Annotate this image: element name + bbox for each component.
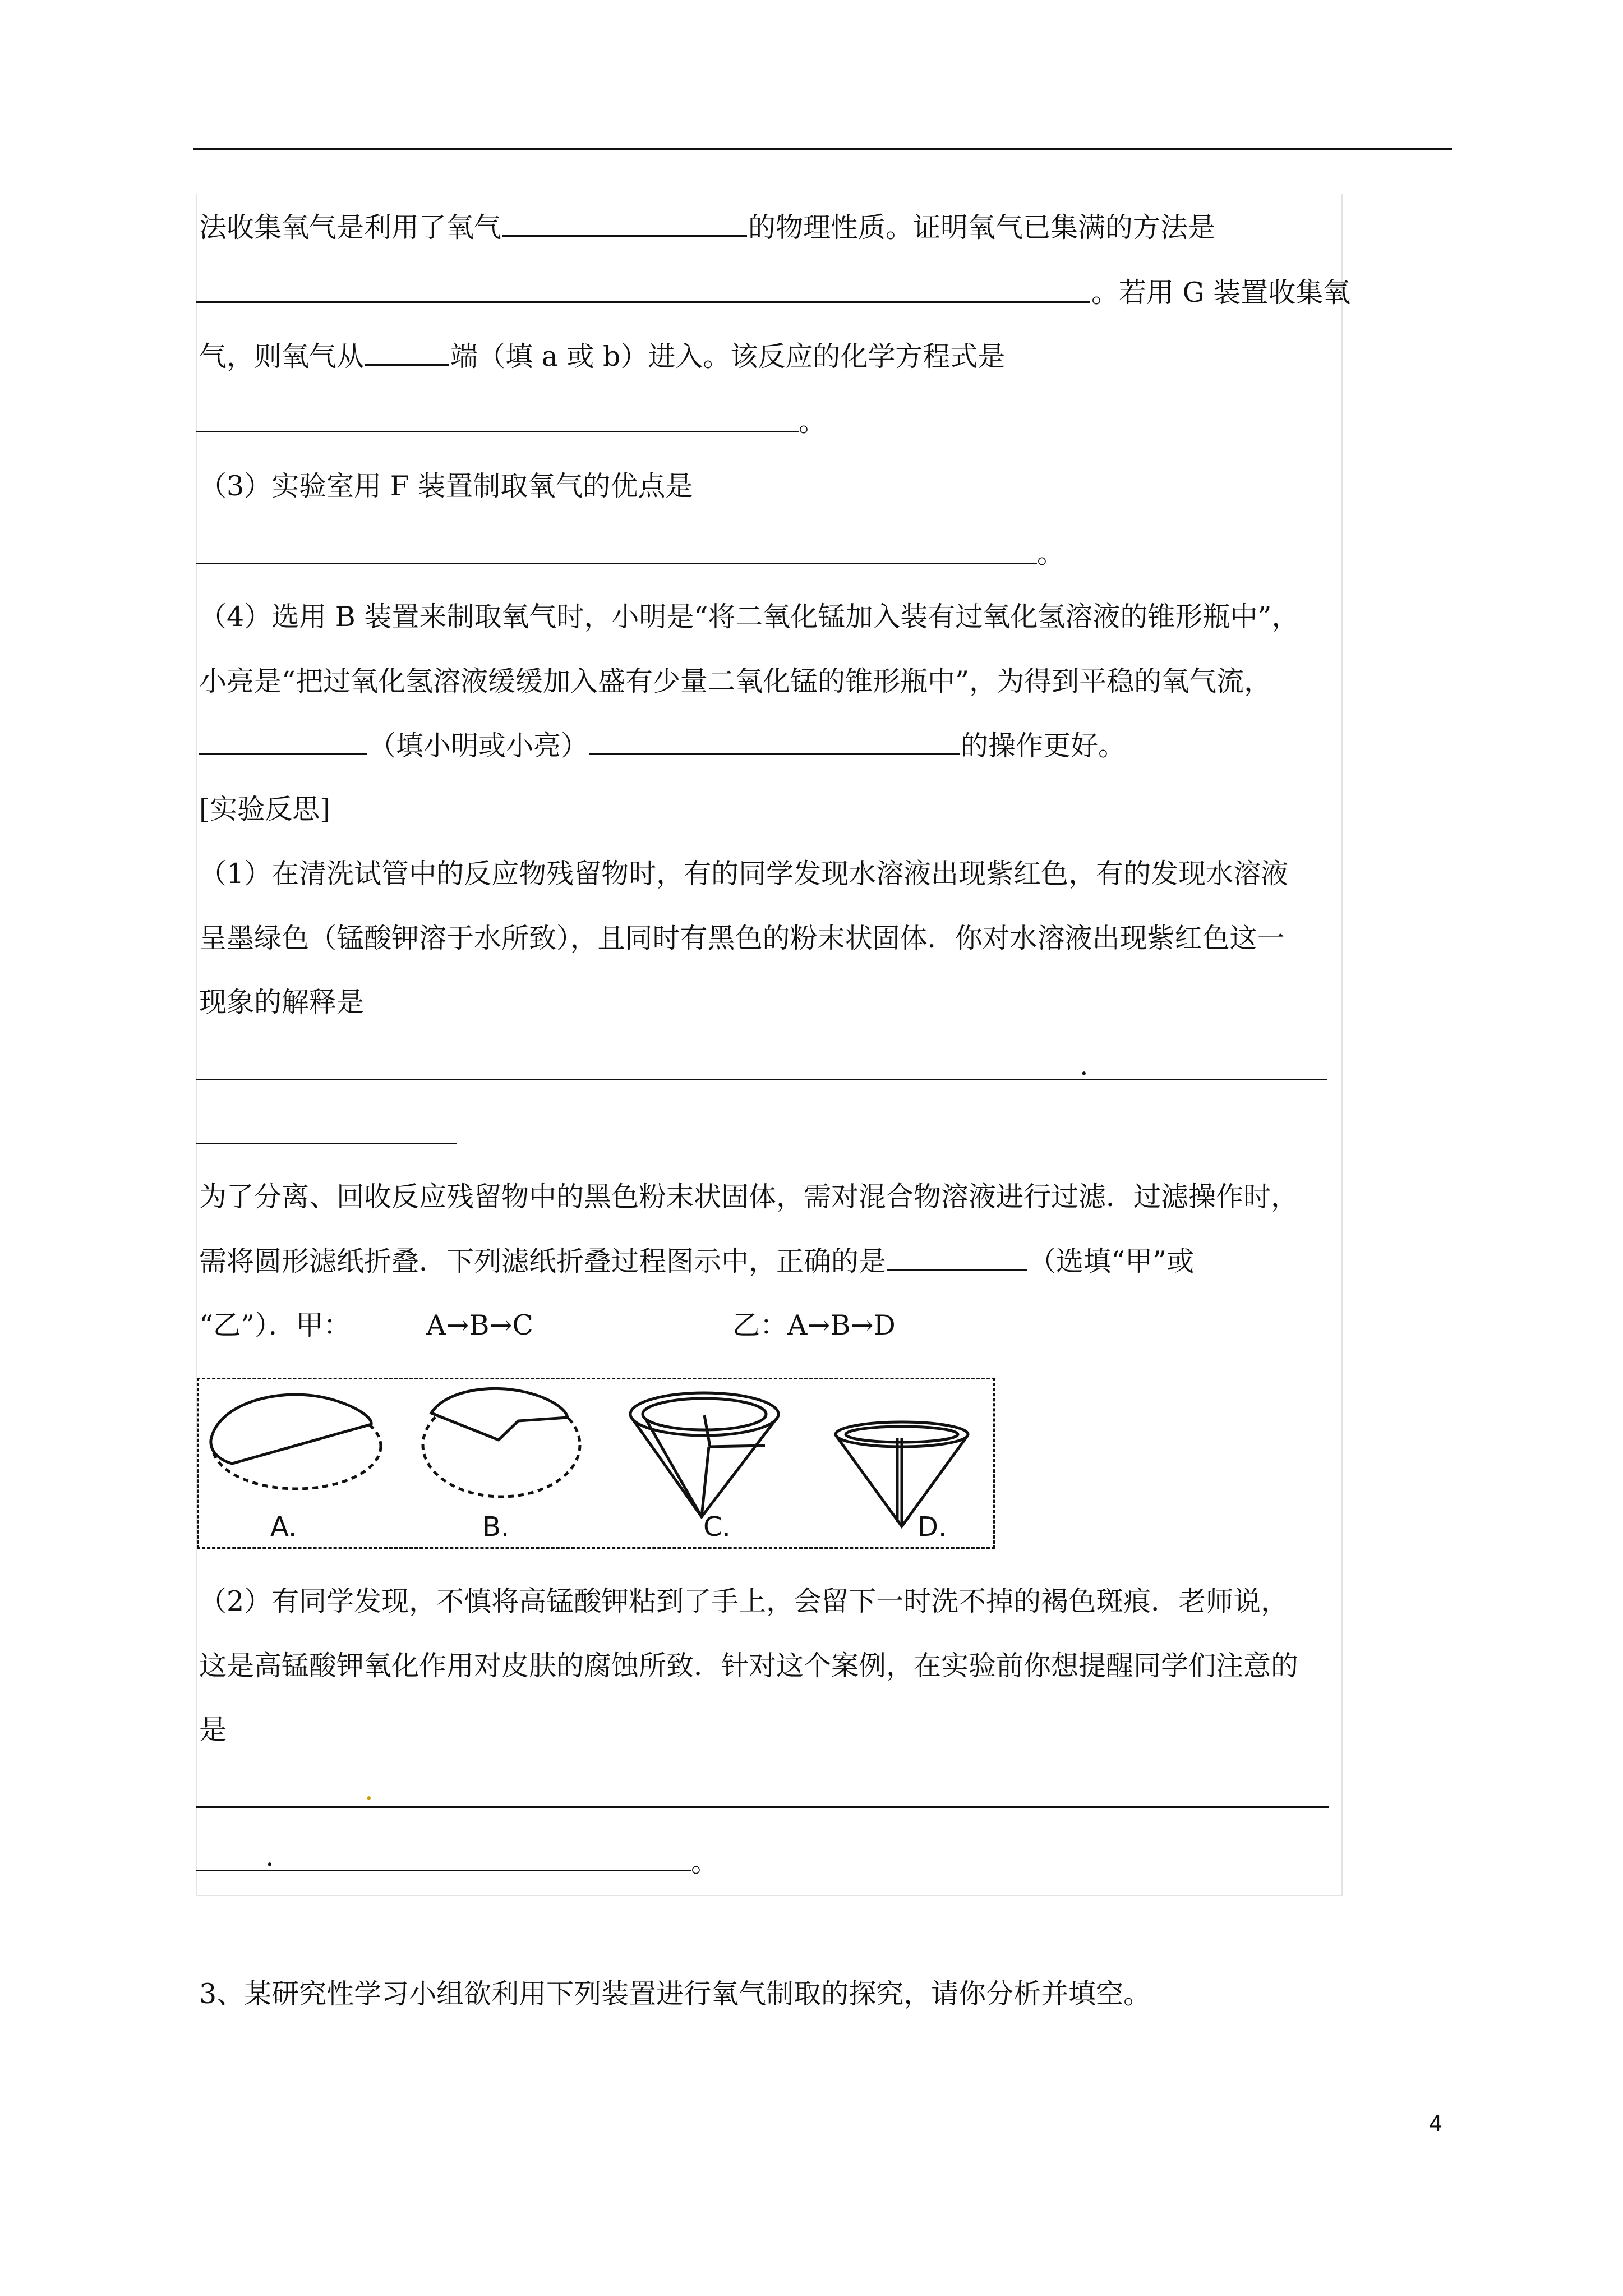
text: （4）选用 B 装置来制取氧气时，小明是“将二氧化锰加入装有过氧化氢溶液的锥形瓶中”， <box>199 601 1299 633</box>
text: . <box>365 1774 374 1806</box>
question-3 <box>199 1966 1151 2022</box>
answer-blank-person[interactable] <box>199 725 367 755</box>
text: （3）实验室用 F 装置制取氧气的优点是 <box>199 470 693 502</box>
text: 气，则氧气从 <box>199 341 365 372</box>
line-20 <box>199 1638 1298 1694</box>
text: . <box>1080 1050 1089 1082</box>
line-5 <box>199 458 693 514</box>
line-1 <box>199 200 1215 256</box>
line-2 <box>1091 265 1350 321</box>
filter-paper-folding-drawing <box>199 1379 993 1547</box>
line-17 <box>199 1234 1194 1290</box>
answer-blank-gas-inlet[interactable] <box>365 336 449 366</box>
answer-blank-reason[interactable] <box>589 725 960 755</box>
text: 的操作更好。 <box>961 730 1126 762</box>
option-yi-sequence <box>732 1297 896 1354</box>
section-heading-reflection <box>199 781 330 838</box>
text: 。 <box>691 1846 719 1878</box>
text: （填小明或小亮） <box>368 730 589 762</box>
text: 需将圆形滤纸折叠．下列滤纸折叠过程图示中，正确的是 <box>199 1245 887 1277</box>
text: 3、某研究性学习小组欲利用下列装置进行氧气制取的探究，请你分析并填空。 <box>199 1978 1151 2010</box>
line-13 <box>199 974 364 1030</box>
text: 这是高锰酸钾氧化作用对皮肤的腐蚀所致．针对这个案例，在实验前你想提醒同学们注意的 <box>199 1650 1299 1682</box>
page-number: 4 <box>1429 2111 1443 2136</box>
filter-paper-figure <box>197 1378 995 1549</box>
answer-blank-purple-explanation[interactable] <box>196 1079 1327 1080</box>
text: 。 <box>1037 537 1065 569</box>
line-11 <box>199 846 1288 902</box>
option-jia-sequence <box>426 1297 533 1354</box>
figure-label-a: A. <box>270 1511 297 1543</box>
text: 小亮是“把过氧化氢溶液缓缓加入盛有少量二氧化锰的锥形瓶中”，为得到平稳的氧气流， <box>199 665 1272 697</box>
text: （选填“甲”或 <box>1029 1245 1195 1277</box>
answer-blank-chemical-equation[interactable] <box>196 431 799 432</box>
text: 的物理性质。证明氧气已集满的方法是 <box>748 211 1216 243</box>
line-3 <box>199 329 1005 385</box>
text: 法收集氧气是利用了氧气 <box>199 211 502 243</box>
line-9 <box>199 718 1126 774</box>
figure-label-b: B. <box>482 1511 510 1543</box>
text: 。若用 G 装置收集氧 <box>1091 277 1351 309</box>
answer-blank-purple-explanation-cont[interactable] <box>196 1143 457 1144</box>
text: 端（填 a 或 b）进入。该反应的化学方程式是 <box>450 341 1006 372</box>
header-rule <box>193 148 1452 150</box>
figure-b <box>423 1388 580 1497</box>
line-16 <box>199 1169 1298 1225</box>
text: （2）有同学发现，不慎将高锰酸钾粘到了手上，会留下一时洗不掉的褐色斑痕．老师说， <box>199 1585 1289 1617</box>
line-18 <box>199 1297 351 1354</box>
text: （1）在清洗试管中的反应物残留物时，有的同学发现水溶液出现紫红色，有的发现水溶液 <box>199 858 1289 890</box>
figure-label-d: D. <box>917 1511 947 1543</box>
line-12 <box>199 910 1285 967</box>
line-21 <box>199 1702 227 1758</box>
text: 呈墨绿色（锰酸钾溶于水所致），且同时有黑色的粉末状固体．你对水溶液出现紫红色这一 <box>199 922 1285 954</box>
line-19 <box>199 1573 1288 1630</box>
figure-label-c: C. <box>703 1511 731 1543</box>
line-8 <box>199 654 1271 710</box>
text: 乙：A→B→D <box>732 1309 896 1341</box>
line-7 <box>199 589 1299 645</box>
line-23-end <box>691 1834 718 1890</box>
figure-c <box>630 1393 778 1517</box>
text: . <box>265 1841 274 1872</box>
text: “乙”）．甲： <box>199 1309 351 1341</box>
text: 。 <box>799 406 827 438</box>
answer-blank-physical-property[interactable] <box>502 207 747 237</box>
answer-blank-folding-choice[interactable] <box>887 1241 1027 1271</box>
text: [实验反思] <box>199 793 331 825</box>
figure-a <box>211 1395 381 1489</box>
line-4 <box>799 394 826 450</box>
text: 是 <box>199 1714 227 1746</box>
figure-d <box>836 1422 968 1526</box>
line-6 <box>1037 526 1064 582</box>
answer-blank-full-check-method[interactable] <box>196 301 1090 303</box>
text: 为了分离、回收反应残留物中的黑色粉末状固体，需对混合物溶液进行过滤．过滤操作时， <box>199 1181 1299 1213</box>
text: A→B→C <box>426 1309 533 1341</box>
answer-blank-f-advantage[interactable] <box>196 563 1037 564</box>
text: 现象的解释是 <box>199 986 365 1018</box>
